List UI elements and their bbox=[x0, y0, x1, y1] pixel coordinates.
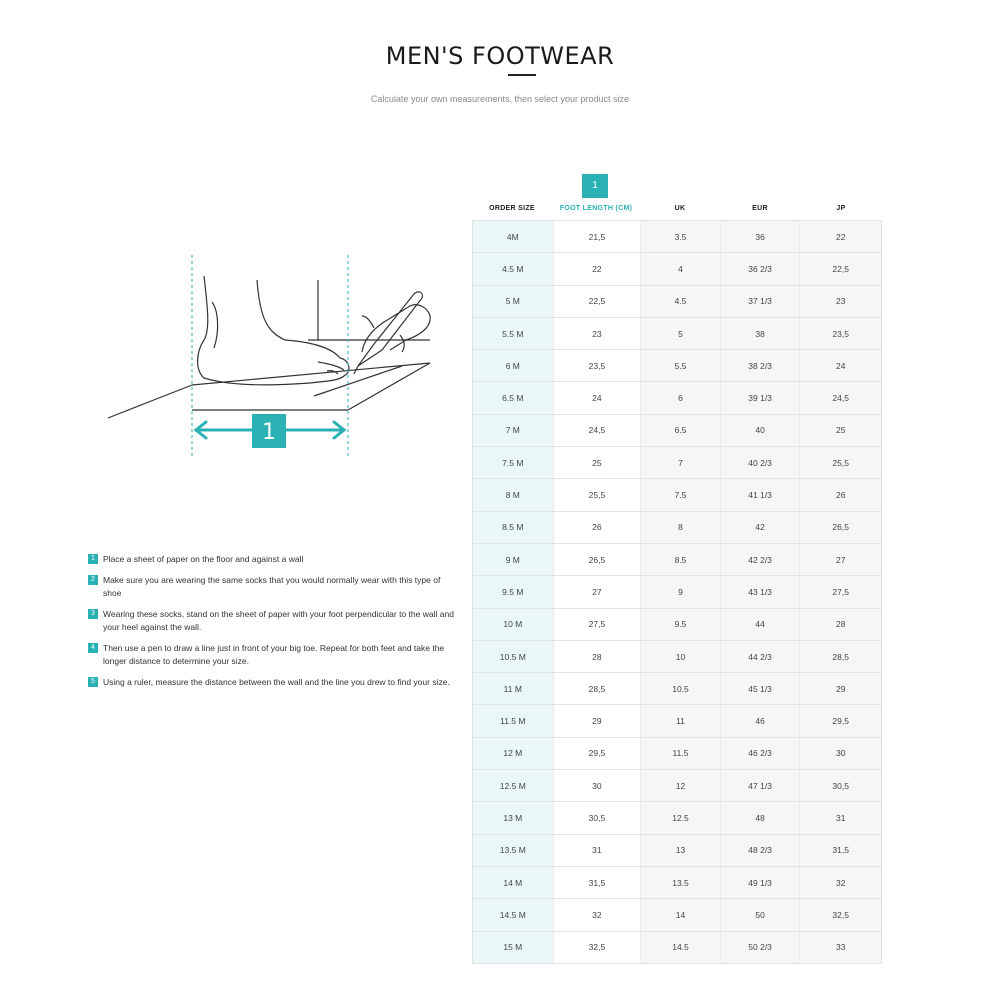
order-size-cell: 4.5 M bbox=[473, 253, 553, 284]
step-number-badge: 1 bbox=[88, 554, 98, 564]
table-row bbox=[473, 511, 881, 543]
size-chart-table bbox=[472, 172, 882, 964]
foot-measurement-illustration bbox=[100, 180, 450, 530]
order-size-cell: 10 M bbox=[473, 609, 553, 640]
jp-size-cell: 23 bbox=[799, 286, 881, 317]
jp-size-cell: 25 bbox=[799, 415, 881, 446]
eur-size-cell: 40 2/3 bbox=[720, 447, 800, 478]
eur-size-cell: 46 bbox=[720, 705, 800, 736]
order-size-cell: 8 M bbox=[473, 479, 553, 510]
jp-size-cell: 29,5 bbox=[799, 705, 881, 736]
step-item bbox=[88, 642, 458, 669]
step-text: Using a ruler, measure the distance between the wall and the line you drew to find your size. bbox=[103, 676, 450, 687]
uk-size-cell: 8 bbox=[640, 512, 720, 543]
order-size-cell: 9 M bbox=[473, 544, 553, 575]
jp-size-cell: 26 bbox=[799, 479, 881, 510]
jp-size-cell: 27 bbox=[799, 544, 881, 575]
table-row bbox=[473, 414, 881, 446]
eur-size-cell: 44 2/3 bbox=[720, 641, 800, 672]
foot-length-cell: 23,5 bbox=[553, 350, 641, 381]
foot-length-cell: 25 bbox=[553, 447, 641, 478]
jp-size-cell: 32 bbox=[799, 867, 881, 898]
foot-length-step-badge: 1 bbox=[582, 174, 608, 198]
header-eur: EUR bbox=[752, 205, 768, 212]
table-row bbox=[473, 834, 881, 866]
uk-size-cell: 14 bbox=[640, 899, 720, 930]
order-size-cell: 12.5 M bbox=[473, 770, 553, 801]
order-size-cell: 7 M bbox=[473, 415, 553, 446]
table-row bbox=[473, 898, 881, 930]
eur-size-cell: 40 bbox=[720, 415, 800, 446]
header-uk: UK bbox=[674, 205, 686, 212]
eur-size-cell: 48 bbox=[720, 802, 800, 833]
uk-size-cell: 13 bbox=[640, 835, 720, 866]
table-row bbox=[473, 478, 881, 510]
header-foot-length: FOOT LENGTH (CM) bbox=[559, 205, 633, 212]
table-row bbox=[473, 640, 881, 672]
step-number-badge: 3 bbox=[88, 609, 98, 619]
uk-size-cell: 10.5 bbox=[640, 673, 720, 704]
foot-length-cell: 29,5 bbox=[553, 738, 641, 769]
uk-size-cell: 4 bbox=[640, 253, 720, 284]
uk-size-cell: 11 bbox=[640, 705, 720, 736]
header-order-size: ORDER SIZE bbox=[489, 205, 535, 212]
header-jp: JP bbox=[836, 205, 846, 212]
uk-size-cell: 4.5 bbox=[640, 286, 720, 317]
order-size-cell: 11 M bbox=[473, 673, 553, 704]
eur-size-cell: 43 1/3 bbox=[720, 576, 800, 607]
step-item bbox=[88, 553, 458, 567]
table-body bbox=[472, 220, 882, 964]
order-size-cell: 15 M bbox=[473, 932, 553, 963]
uk-size-cell: 5 bbox=[640, 318, 720, 349]
step-text: Make sure you are wearing the same socks that you would normally wear with this type of shoe bbox=[103, 574, 441, 598]
jp-size-cell: 28 bbox=[799, 609, 881, 640]
eur-size-cell: 38 bbox=[720, 318, 800, 349]
foot-length-cell: 28,5 bbox=[553, 673, 641, 704]
table-row bbox=[473, 349, 881, 381]
step-text: Then use a pen to draw a line just in front of your big toe. Repeat for both feet and take the longer distance to determine your size. bbox=[103, 642, 445, 666]
foot-length-cell: 24 bbox=[553, 382, 641, 413]
foot-length-cell: 26 bbox=[553, 512, 641, 543]
eur-size-cell: 50 2/3 bbox=[720, 932, 800, 963]
jp-size-cell: 30 bbox=[799, 738, 881, 769]
foot-length-cell: 28 bbox=[553, 641, 641, 672]
table-row bbox=[473, 866, 881, 898]
eur-size-cell: 47 1/3 bbox=[720, 770, 800, 801]
eur-size-cell: 41 1/3 bbox=[720, 479, 800, 510]
table-header bbox=[472, 172, 882, 220]
uk-size-cell: 12 bbox=[640, 770, 720, 801]
jp-size-cell: 28,5 bbox=[799, 641, 881, 672]
eur-size-cell: 39 1/3 bbox=[720, 382, 800, 413]
order-size-cell: 10.5 M bbox=[473, 641, 553, 672]
order-size-cell: 6.5 M bbox=[473, 382, 553, 413]
uk-size-cell: 3.5 bbox=[640, 221, 720, 252]
foot-length-cell: 24,5 bbox=[553, 415, 641, 446]
foot-length-cell: 30,5 bbox=[553, 802, 641, 833]
step-text: Place a sheet of paper on the floor and against a wall bbox=[103, 554, 304, 564]
uk-size-cell: 14.5 bbox=[640, 932, 720, 963]
uk-size-cell: 7 bbox=[640, 447, 720, 478]
eur-size-cell: 37 1/3 bbox=[720, 286, 800, 317]
order-size-cell: 9.5 M bbox=[473, 576, 553, 607]
order-size-cell: 12 M bbox=[473, 738, 553, 769]
foot-length-cell: 27 bbox=[553, 576, 641, 607]
table-row bbox=[473, 575, 881, 607]
foot-length-cell: 29 bbox=[553, 705, 641, 736]
table-row bbox=[473, 381, 881, 413]
table-row bbox=[473, 252, 881, 284]
foot-length-cell: 27,5 bbox=[553, 609, 641, 640]
uk-size-cell: 13.5 bbox=[640, 867, 720, 898]
jp-size-cell: 26,5 bbox=[799, 512, 881, 543]
jp-size-cell: 27,5 bbox=[799, 576, 881, 607]
uk-size-cell: 12.5 bbox=[640, 802, 720, 833]
uk-size-cell: 6 bbox=[640, 382, 720, 413]
order-size-cell: 7.5 M bbox=[473, 447, 553, 478]
foot-length-cell: 31,5 bbox=[553, 867, 641, 898]
eur-size-cell: 36 2/3 bbox=[720, 253, 800, 284]
foot-length-cell: 21,5 bbox=[553, 221, 641, 252]
table-row bbox=[473, 931, 881, 963]
eur-size-cell: 46 2/3 bbox=[720, 738, 800, 769]
order-size-cell: 13.5 M bbox=[473, 835, 553, 866]
eur-size-cell: 42 bbox=[720, 512, 800, 543]
title-underline bbox=[508, 74, 536, 76]
uk-size-cell: 11.5 bbox=[640, 738, 720, 769]
eur-size-cell: 48 2/3 bbox=[720, 835, 800, 866]
table-row bbox=[473, 672, 881, 704]
jp-size-cell: 32,5 bbox=[799, 899, 881, 930]
order-size-cell: 6 M bbox=[473, 350, 553, 381]
table-row bbox=[473, 801, 881, 833]
illustration-step-badge: 1 bbox=[262, 420, 276, 445]
eur-size-cell: 42 2/3 bbox=[720, 544, 800, 575]
table-row bbox=[473, 220, 881, 252]
page-subtitle: Calculate your own measurements, then select your product size bbox=[370, 94, 630, 104]
jp-size-cell: 24,5 bbox=[799, 382, 881, 413]
foot-length-cell: 26,5 bbox=[553, 544, 641, 575]
jp-size-cell: 25,5 bbox=[799, 447, 881, 478]
step-number-badge: 5 bbox=[88, 677, 98, 687]
order-size-cell: 8.5 M bbox=[473, 512, 553, 543]
jp-size-cell: 24 bbox=[799, 350, 881, 381]
foot-length-cell: 22 bbox=[553, 253, 641, 284]
page-title: MEN'S FOOTWEAR bbox=[385, 42, 615, 70]
jp-size-cell: 22 bbox=[799, 221, 881, 252]
order-size-cell: 5.5 M bbox=[473, 318, 553, 349]
foot-length-cell: 31 bbox=[553, 835, 641, 866]
order-size-cell: 14.5 M bbox=[473, 899, 553, 930]
order-size-cell: 14 M bbox=[473, 867, 553, 898]
eur-size-cell: 44 bbox=[720, 609, 800, 640]
jp-size-cell: 29 bbox=[799, 673, 881, 704]
foot-length-cell: 32 bbox=[553, 899, 641, 930]
step-item bbox=[88, 574, 458, 601]
uk-size-cell: 5.5 bbox=[640, 350, 720, 381]
uk-size-cell: 10 bbox=[640, 641, 720, 672]
order-size-cell: 13 M bbox=[473, 802, 553, 833]
foot-length-cell: 22,5 bbox=[553, 286, 641, 317]
table-row bbox=[473, 769, 881, 801]
foot-length-cell: 23 bbox=[553, 318, 641, 349]
uk-size-cell: 8.5 bbox=[640, 544, 720, 575]
table-row bbox=[473, 608, 881, 640]
eur-size-cell: 45 1/3 bbox=[720, 673, 800, 704]
order-size-cell: 4M bbox=[473, 221, 553, 252]
jp-size-cell: 30,5 bbox=[799, 770, 881, 801]
table-row bbox=[473, 317, 881, 349]
jp-size-cell: 33 bbox=[799, 932, 881, 963]
step-number-badge: 2 bbox=[88, 575, 98, 585]
measurement-steps-list bbox=[88, 553, 458, 696]
step-item bbox=[88, 608, 458, 635]
uk-size-cell: 7.5 bbox=[640, 479, 720, 510]
table-row bbox=[473, 285, 881, 317]
table-row bbox=[473, 543, 881, 575]
foot-length-cell: 32,5 bbox=[553, 932, 641, 963]
jp-size-cell: 22,5 bbox=[799, 253, 881, 284]
table-row bbox=[473, 446, 881, 478]
order-size-cell: 5 M bbox=[473, 286, 553, 317]
eur-size-cell: 49 1/3 bbox=[720, 867, 800, 898]
uk-size-cell: 6.5 bbox=[640, 415, 720, 446]
uk-size-cell: 9 bbox=[640, 576, 720, 607]
table-row bbox=[473, 704, 881, 736]
uk-size-cell: 9.5 bbox=[640, 609, 720, 640]
jp-size-cell: 31,5 bbox=[799, 835, 881, 866]
jp-size-cell: 31 bbox=[799, 802, 881, 833]
jp-size-cell: 23,5 bbox=[799, 318, 881, 349]
step-text: Wearing these socks, stand on the sheet of paper with your foot perpendicular to the wall and your heel against the wall. bbox=[103, 608, 454, 632]
eur-size-cell: 50 bbox=[720, 899, 800, 930]
eur-size-cell: 36 bbox=[720, 221, 800, 252]
foot-length-cell: 30 bbox=[553, 770, 641, 801]
eur-size-cell: 38 2/3 bbox=[720, 350, 800, 381]
foot-length-cell: 25,5 bbox=[553, 479, 641, 510]
step-item bbox=[88, 676, 458, 690]
step-number-badge: 4 bbox=[88, 643, 98, 653]
order-size-cell: 11.5 M bbox=[473, 705, 553, 736]
table-row bbox=[473, 737, 881, 769]
